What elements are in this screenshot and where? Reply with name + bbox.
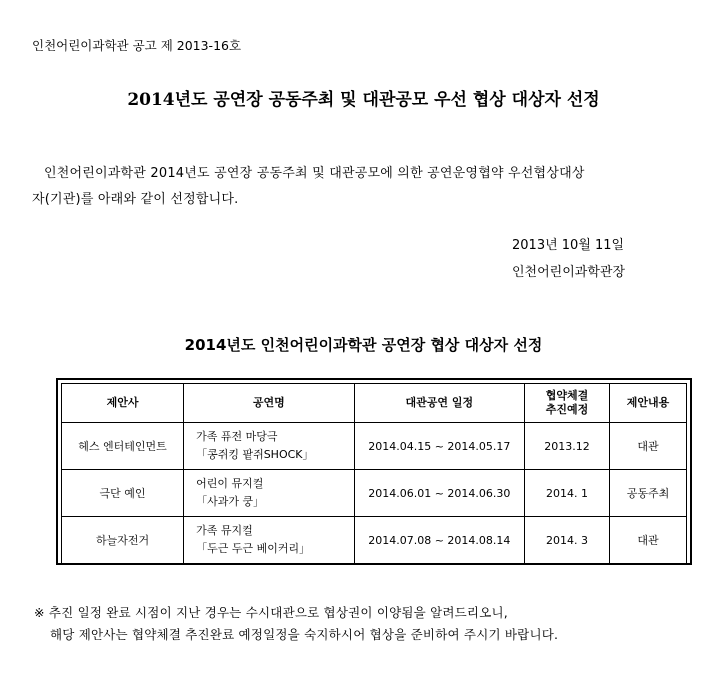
table-header-row (62, 384, 687, 423)
header-contract-line-2: 추진예정 (545, 403, 589, 416)
table-row (62, 470, 687, 517)
performance-genre: 가족 퓨전 마당극 (196, 430, 278, 443)
selection-table (61, 383, 687, 564)
header-performance: 공연명 (184, 384, 355, 423)
header-contract (525, 384, 610, 423)
body-text-line-1: 인천어린이과학관 2014년도 공연장 공동주최 및 대관공모에 의한 공연운영협약 우선협상대상 (44, 166, 585, 181)
body-text-line-2: 자(기관)를 아래와 같이 선정합니다. (32, 192, 239, 207)
cell-performance (184, 517, 355, 564)
performance-name: 「사과가 쿵」 (196, 495, 265, 508)
table-row (62, 423, 687, 470)
performance-name: 「콩쥐킹 팥쥐SHOCK」 (196, 448, 314, 461)
table-title: 2014년도 인천어린이과학관 공연장 협상 대상자 선정 (184, 336, 543, 354)
header-proposer: 제안사 (62, 384, 184, 423)
performance-name: 「두근 두근 베이커리」 (196, 542, 311, 555)
footnote-line-2: 해당 제안사는 협약체결 추진완료 예정일정을 숙지하시어 협상을 준비하여 주시기 바랍니다. (50, 627, 559, 642)
cell-type: 대관 (610, 517, 687, 564)
cell-schedule: 2014.06.01 ~ 2014.06.30 (354, 470, 525, 517)
cell-contract: 2013.12 (525, 423, 610, 470)
cell-contract: 2014. 3 (525, 517, 610, 564)
selection-table-frame (56, 378, 692, 565)
header-type: 제안내용 (610, 384, 687, 423)
header-contract-line-1: 협약체결 (545, 389, 589, 402)
cell-performance (184, 470, 355, 517)
cell-proposer: 극단 예인 (62, 470, 184, 517)
notice-number: 인천어린이과학관 공고 제 2013-16호 (32, 38, 242, 53)
cell-contract: 2014. 1 (525, 470, 610, 517)
issue-date: 2013년 10월 11일 (512, 238, 625, 253)
performance-genre: 가족 뮤지컬 (196, 524, 253, 537)
document-title: 2014년도 공연장 공동주최 및 대관공모 우선 협상 대상자 선정 (127, 90, 600, 110)
header-schedule: 대관공연 일정 (354, 384, 525, 423)
cell-proposer: 하늘자전거 (62, 517, 184, 564)
cell-schedule: 2014.04.15 ~ 2014.05.17 (354, 423, 525, 470)
cell-performance (184, 423, 355, 470)
footnote-line-1: ※ 추진 일정 완료 시점이 지난 경우는 수시대관으로 협상권이 이양됨을 알려드리오니, (34, 605, 508, 620)
cell-type: 대관 (610, 423, 687, 470)
issuer-name: 인천어린이과학관장 (512, 265, 626, 280)
cell-schedule: 2014.07.08 ~ 2014.08.14 (354, 517, 525, 564)
performance-genre: 어린이 뮤지컬 (196, 477, 264, 490)
table-row (62, 517, 687, 564)
cell-proposer: 헤스 엔터테인먼트 (62, 423, 184, 470)
cell-type: 공동주최 (610, 470, 687, 517)
